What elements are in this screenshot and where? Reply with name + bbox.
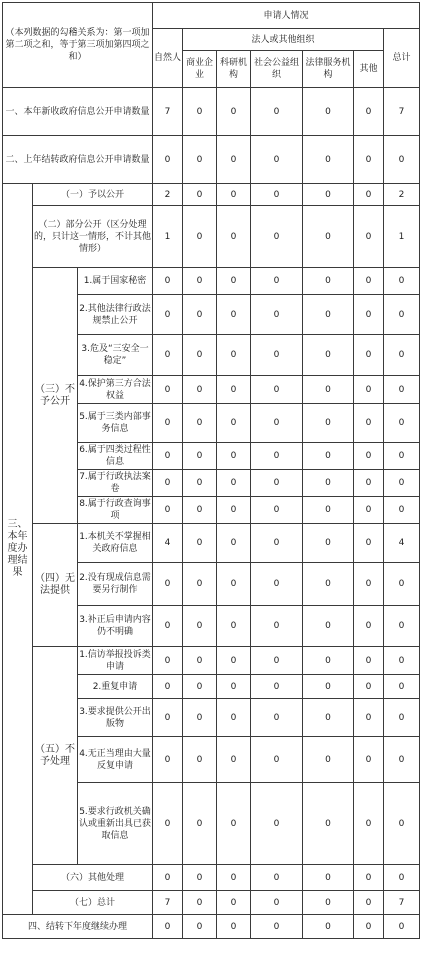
row-label: 6.属于四类过程性信息: [78, 443, 153, 470]
row-label: 1.本机关不掌握相关政府信息: [78, 524, 153, 563]
value-cell: 0: [384, 647, 420, 675]
value-cell: 0: [384, 563, 420, 606]
value-cell: 0: [153, 335, 183, 376]
value-cell: 0: [217, 376, 251, 404]
value-cell: 0: [303, 268, 354, 295]
value-cell: 0: [217, 136, 251, 184]
value-cell: 0: [183, 136, 217, 184]
value-cell: 0: [303, 376, 354, 404]
row-label: 2.重复申请: [78, 675, 153, 699]
value-cell: 0: [384, 443, 420, 470]
value-cell: 0: [217, 891, 251, 915]
value-cell: 0: [303, 335, 354, 376]
row-label: 5.要求行政机关确认或重新出具已获取信息: [78, 783, 153, 865]
row-label: 4.保护第三方合法权益: [78, 376, 153, 404]
value-cell: 0: [251, 404, 303, 443]
group-5-label: （五）不予处理: [33, 647, 78, 865]
value-cell: 0: [251, 335, 303, 376]
value-cell: 0: [183, 376, 217, 404]
note-cell: （本列数据的勾稽关系为：第一项加第二项之和，等于第三项加第四项之和）: [3, 3, 153, 88]
value-cell: 7: [384, 891, 420, 915]
value-cell: 0: [354, 206, 384, 268]
social-welfare-header: 社会公益组织: [251, 51, 303, 88]
value-cell: 0: [384, 606, 420, 647]
row-label: 5.属于三类内部事务信息: [78, 404, 153, 443]
value-cell: 0: [303, 404, 354, 443]
value-cell: 0: [217, 647, 251, 675]
value-cell: 0: [153, 136, 183, 184]
value-cell: 0: [251, 295, 303, 335]
value-cell: 0: [303, 606, 354, 647]
value-cell: 0: [183, 295, 217, 335]
value-cell: 0: [354, 443, 384, 470]
value-cell: 0: [153, 295, 183, 335]
value-cell: 0: [153, 606, 183, 647]
value-cell: 0: [354, 335, 384, 376]
value-cell: 0: [217, 470, 251, 497]
value-cell: 0: [153, 470, 183, 497]
value-cell: 0: [354, 891, 384, 915]
value-cell: 0: [153, 376, 183, 404]
value-cell: 2: [384, 184, 420, 206]
value-cell: 0: [153, 865, 183, 891]
value-cell: 0: [251, 206, 303, 268]
value-cell: 0: [153, 647, 183, 675]
value-cell: 2: [153, 184, 183, 206]
value-cell: 0: [303, 88, 354, 136]
value-cell: 0: [354, 915, 384, 939]
value-cell: 4: [153, 524, 183, 563]
value-cell: 0: [183, 268, 217, 295]
value-cell: 0: [354, 606, 384, 647]
row-label: 四、结转下年度继续办理: [3, 915, 153, 939]
value-cell: 0: [183, 443, 217, 470]
value-cell: 0: [251, 606, 303, 647]
value-cell: 7: [153, 891, 183, 915]
row-label: 3.补正后申请内容仍不明确: [78, 606, 153, 647]
value-cell: 0: [303, 699, 354, 737]
value-cell: 4: [384, 524, 420, 563]
value-cell: 0: [183, 699, 217, 737]
row-label: （一）予以公开: [33, 184, 153, 206]
value-cell: 0: [303, 891, 354, 915]
value-cell: 0: [303, 295, 354, 335]
value-cell: 0: [183, 497, 217, 524]
legal-group-header: 法人或其他组织: [183, 29, 384, 51]
value-cell: 0: [384, 497, 420, 524]
value-cell: 0: [183, 675, 217, 699]
value-cell: 0: [217, 783, 251, 865]
commercial-header: 商业企业: [183, 51, 217, 88]
value-cell: 0: [251, 268, 303, 295]
value-cell: 0: [183, 184, 217, 206]
value-cell: 0: [303, 737, 354, 783]
value-cell: 0: [384, 470, 420, 497]
value-cell: 0: [251, 891, 303, 915]
row-label: 2.没有现成信息需要另行制作: [78, 563, 153, 606]
value-cell: 0: [303, 524, 354, 563]
value-cell: 0: [384, 865, 420, 891]
value-cell: 0: [303, 865, 354, 891]
row-label: （二）部分公开（区分处理的，只计这一情形，不计其他情形）: [33, 206, 153, 268]
value-cell: 0: [354, 404, 384, 443]
value-cell: 0: [303, 563, 354, 606]
value-cell: 0: [217, 915, 251, 939]
value-cell: 0: [251, 184, 303, 206]
value-cell: 0: [217, 563, 251, 606]
value-cell: 0: [303, 136, 354, 184]
total-header: 总计: [384, 29, 420, 88]
value-cell: 0: [354, 699, 384, 737]
value-cell: 1: [384, 206, 420, 268]
value-cell: 0: [384, 737, 420, 783]
value-cell: 0: [153, 404, 183, 443]
value-cell: 0: [217, 737, 251, 783]
research-header: 科研机构: [217, 51, 251, 88]
value-cell: 0: [251, 783, 303, 865]
value-cell: 0: [354, 524, 384, 563]
row-label: 7.属于行政执法案卷: [78, 470, 153, 497]
row-label: 8.属于行政查询事项: [78, 497, 153, 524]
value-cell: 0: [153, 783, 183, 865]
value-cell: 0: [153, 268, 183, 295]
row-label: （七）总计: [33, 891, 153, 915]
value-cell: 0: [251, 443, 303, 470]
value-cell: 0: [183, 335, 217, 376]
value-cell: 0: [217, 404, 251, 443]
value-cell: 0: [251, 675, 303, 699]
value-cell: 0: [303, 915, 354, 939]
value-cell: 0: [384, 376, 420, 404]
value-cell: 0: [354, 865, 384, 891]
value-cell: 0: [303, 497, 354, 524]
value-cell: 0: [183, 88, 217, 136]
group-3-label: （三）不予公开: [33, 268, 78, 524]
disclosure-table: [2, 2, 420, 939]
value-cell: 0: [303, 647, 354, 675]
row-label: 1.属于国家秘密: [78, 268, 153, 295]
value-cell: 0: [217, 865, 251, 891]
value-cell: 0: [354, 184, 384, 206]
value-cell: 0: [153, 915, 183, 939]
value-cell: 0: [153, 675, 183, 699]
legal-service-header: 法律服务机构: [303, 51, 354, 88]
row-label: 一、本年新收政府信息公开申请数量: [3, 88, 153, 136]
value-cell: 0: [183, 606, 217, 647]
other-header: 其他: [354, 51, 384, 88]
value-cell: 0: [153, 699, 183, 737]
value-cell: 0: [251, 524, 303, 563]
value-cell: 0: [354, 737, 384, 783]
row-label: 二、上年结转政府信息公开申请数量: [3, 136, 153, 184]
value-cell: 0: [217, 606, 251, 647]
value-cell: 0: [153, 737, 183, 783]
value-cell: 0: [251, 376, 303, 404]
value-cell: 0: [183, 647, 217, 675]
value-cell: 0: [183, 563, 217, 606]
value-cell: 0: [303, 443, 354, 470]
value-cell: 0: [251, 699, 303, 737]
value-cell: 0: [183, 865, 217, 891]
value-cell: 0: [153, 497, 183, 524]
row-label: 1.信访举报投诉类申请: [78, 647, 153, 675]
value-cell: 0: [384, 915, 420, 939]
natural-person-header: 自然人: [153, 29, 183, 88]
value-cell: 0: [251, 470, 303, 497]
value-cell: 0: [217, 524, 251, 563]
value-cell: 0: [303, 675, 354, 699]
value-cell: 0: [354, 88, 384, 136]
value-cell: 0: [384, 136, 420, 184]
value-cell: 0: [183, 470, 217, 497]
value-cell: 0: [354, 268, 384, 295]
value-cell: 0: [251, 647, 303, 675]
value-cell: 7: [384, 88, 420, 136]
value-cell: 0: [354, 376, 384, 404]
value-cell: 0: [303, 206, 354, 268]
value-cell: 0: [251, 563, 303, 606]
value-cell: 0: [354, 136, 384, 184]
value-cell: 0: [183, 206, 217, 268]
value-cell: 0: [251, 88, 303, 136]
value-cell: 0: [354, 295, 384, 335]
value-cell: 0: [251, 915, 303, 939]
value-cell: 0: [251, 497, 303, 524]
value-cell: 7: [153, 88, 183, 136]
value-cell: 0: [217, 497, 251, 524]
group-4-label: （四）无法提供: [33, 524, 78, 647]
value-cell: 0: [354, 783, 384, 865]
applicant-info-header: 申请人情况: [153, 3, 420, 29]
value-cell: 0: [217, 675, 251, 699]
value-cell: 0: [217, 268, 251, 295]
value-cell: 0: [183, 915, 217, 939]
value-cell: 0: [251, 737, 303, 783]
value-cell: 0: [354, 497, 384, 524]
value-cell: 0: [183, 891, 217, 915]
value-cell: 0: [384, 404, 420, 443]
row-label: 3.要求提供公开出版物: [78, 699, 153, 737]
value-cell: 0: [303, 184, 354, 206]
value-cell: 0: [384, 675, 420, 699]
value-cell: 0: [251, 136, 303, 184]
value-cell: 0: [183, 783, 217, 865]
value-cell: 0: [354, 470, 384, 497]
value-cell: 0: [384, 335, 420, 376]
value-cell: 0: [303, 470, 354, 497]
value-cell: 0: [217, 206, 251, 268]
row-label: （六）其他处理: [33, 865, 153, 891]
value-cell: 0: [183, 737, 217, 783]
value-cell: 0: [384, 783, 420, 865]
value-cell: 0: [384, 295, 420, 335]
value-cell: 0: [217, 295, 251, 335]
section-3-label: 三、本年度办理结果: [3, 184, 33, 915]
value-cell: 0: [384, 699, 420, 737]
value-cell: 0: [217, 699, 251, 737]
value-cell: 0: [153, 563, 183, 606]
value-cell: 0: [384, 268, 420, 295]
value-cell: 0: [183, 524, 217, 563]
row-label: 3.危及“三安全一稳定”: [78, 335, 153, 376]
value-cell: 0: [217, 335, 251, 376]
value-cell: 0: [217, 184, 251, 206]
value-cell: 0: [354, 563, 384, 606]
row-label: 2.其他法律行政法规禁止公开: [78, 295, 153, 335]
row-label: 4.无正当理由大量反复申请: [78, 737, 153, 783]
value-cell: 0: [303, 783, 354, 865]
value-cell: 0: [217, 443, 251, 470]
value-cell: 0: [217, 88, 251, 136]
value-cell: 1: [153, 206, 183, 268]
value-cell: 0: [251, 865, 303, 891]
value-cell: 0: [354, 675, 384, 699]
value-cell: 0: [354, 647, 384, 675]
value-cell: 0: [183, 404, 217, 443]
value-cell: 0: [153, 443, 183, 470]
